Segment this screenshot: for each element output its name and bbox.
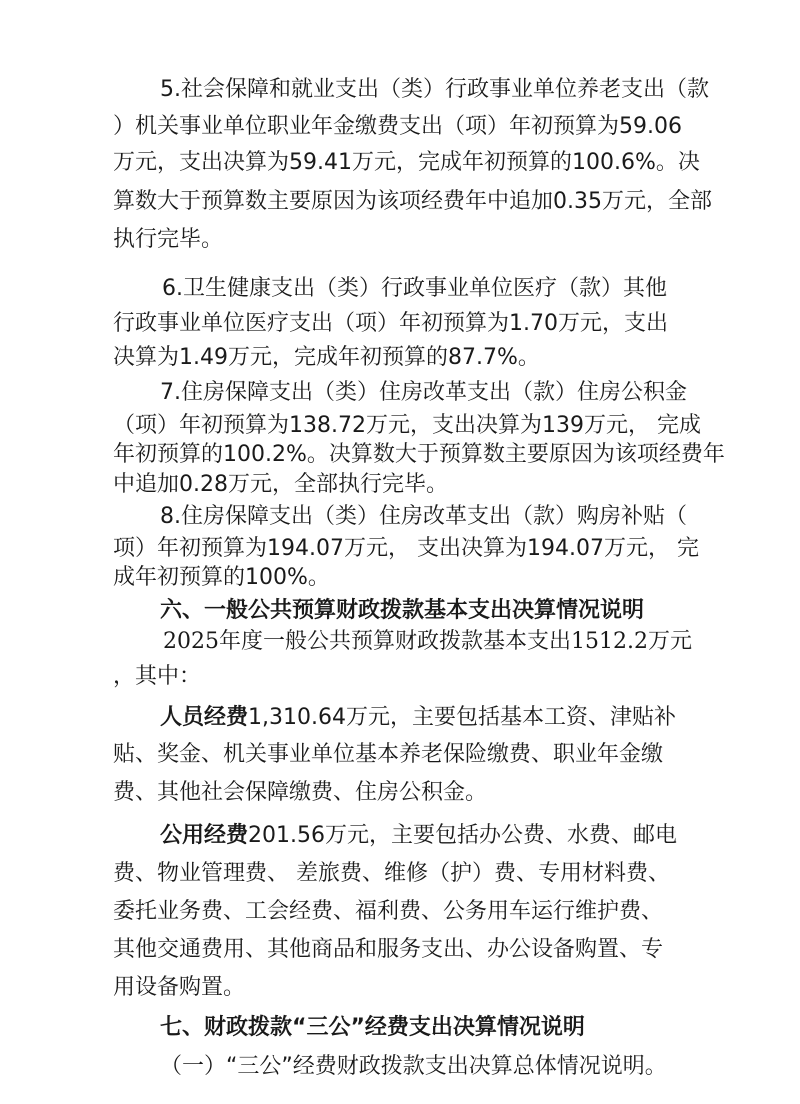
personnel-expense-line-3: 费、其他社会保障缴费、住房公积金。: [113, 780, 488, 805]
item6-line-1: 6.卫生健康支出（类）行政事业单位医疗（款）其他: [162, 276, 667, 301]
public-expense-line-1: [160, 821, 677, 851]
item5-line-3: 万元，支出决算为59.41万元，完成年初预算的100.6%。决: [113, 150, 700, 175]
public-expense-label: 公用经费: [160, 823, 249, 848]
item5-line-4: 算数大于预算数主要原因为该项经费年中追加0.35万元，全部: [113, 189, 712, 214]
section7-subheading: （一）“三公”经费财政拨款支出决算总体情况说明。: [160, 1054, 667, 1079]
section6-heading: 六、一般公共预算财政拨款基本支出决算情况说明: [160, 598, 645, 623]
item5-line-5: 执行完毕。: [113, 227, 224, 252]
public-expense-line-3: 委托业务费、工会经费、福利费、公务用车运行维护费、: [113, 899, 664, 924]
public-expense-line-2: 费、物业管理费、 差旅费、维修（护）费、专用材料费、: [113, 861, 670, 886]
item8-line-1: 8.住房保障支出（类）住房改革支出（款）购房补贴（: [160, 504, 687, 529]
public-expense-text: 201.56万元，主要包括办公费、水费、邮电: [248, 823, 677, 848]
item7-line-4: 中追加0.28万元，全部执行完毕。: [113, 472, 448, 497]
public-expense-line-4: 其他交通费用、其他商品和服务支出、办公设备购置、专: [113, 937, 664, 962]
item5-line-1: 5.社会保障和就业支出（类）行政事业单位养老支出（款: [160, 77, 709, 102]
item7-line-3: 年初预算的100.2%。决算数大于预算数主要原因为该项经费年: [113, 442, 725, 467]
personnel-expense-line-2: 贴、奖金、机关事业单位基本养老保险缴费、职业年金缴: [113, 742, 664, 767]
section6-intro-line-1: 2025年度一般公共预算财政拨款基本支出1512.2万元: [163, 629, 692, 654]
item8-line-3: 成年初预算的100%。: [113, 565, 330, 590]
item6-line-2: 行政事业单位医疗支出（项）年初预算为1.70万元，支出: [113, 311, 668, 336]
personnel-expense-text: 1,310.64万元，主要包括基本工资、津贴补: [248, 705, 676, 730]
item5-line-2: ）机关事业单位职业年金缴费支出（项）年初预算为59.06: [113, 114, 682, 139]
item7-line-2: （项）年初预算为138.72万元，支出决算为139万元， 完成: [113, 413, 701, 438]
item8-line-2: 项）年初预算为194.07万元， 支出决算为194.07万元， 完: [113, 536, 699, 561]
item7-line-1: 7.住房保障支出（类）住房改革支出（款）住房公积金: [160, 380, 687, 405]
public-expense-line-5: 用设备购置。: [113, 975, 246, 1000]
section6-intro-line-2: ，其中：: [113, 664, 202, 689]
personnel-expense-line-1: [160, 703, 676, 733]
item6-line-3: 决算为1.49万元，完成年初预算的87.7%。: [113, 345, 540, 370]
personnel-expense-label: 人员经费: [160, 705, 249, 730]
section7-heading: 七、财政拨款“三公”经费支出决算情况说明: [160, 1015, 585, 1040]
